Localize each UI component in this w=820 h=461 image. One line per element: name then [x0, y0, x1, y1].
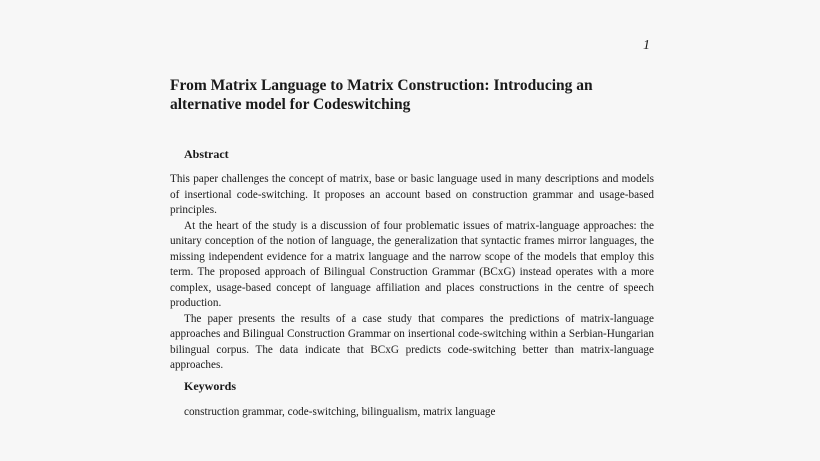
abstract-body	[170, 172, 654, 374]
abstract-paragraph: The paper presents the results of a case study that compares the predictions of matrix-language approaches and Bilingual Construction Grammar on insertional code-switching within a Serbian-Hungarian bilingual corpus. The data indicate that BCxG predicts code-switching better than matrix-language approaches.	[170, 312, 654, 371]
keywords-heading: Keywords	[184, 379, 236, 393]
abstract-heading: Abstract	[184, 147, 229, 161]
keywords-list: construction grammar, code-switching, bilingualism, matrix language	[184, 406, 496, 418]
abstract-paragraph: This paper challenges the concept of matrix, base or basic language used in many descriptions and models of insertional code-switching. It proposes an account based on construction grammar and usage-based principles.	[170, 173, 654, 216]
page-number: 1	[643, 38, 650, 53]
abstract-paragraph: At the heart of the study is a discussion of four problematic issues of matrix-language approaches: the unitary conception of the notion of language, the generalization that syntactic frames mirror languages, the missing independent evidence for a matrix language and the narrow scope of the models that employ this term. The proposed approach of Bilingual Construction Grammar (BCxG) instead operates with a more complex, usage-based concept of language affiliation and places constructions in the centre of speech production.	[170, 219, 654, 309]
paper-title: From Matrix Language to Matrix Construction: Introducing an alternative model for Codeswitching	[170, 77, 593, 113]
